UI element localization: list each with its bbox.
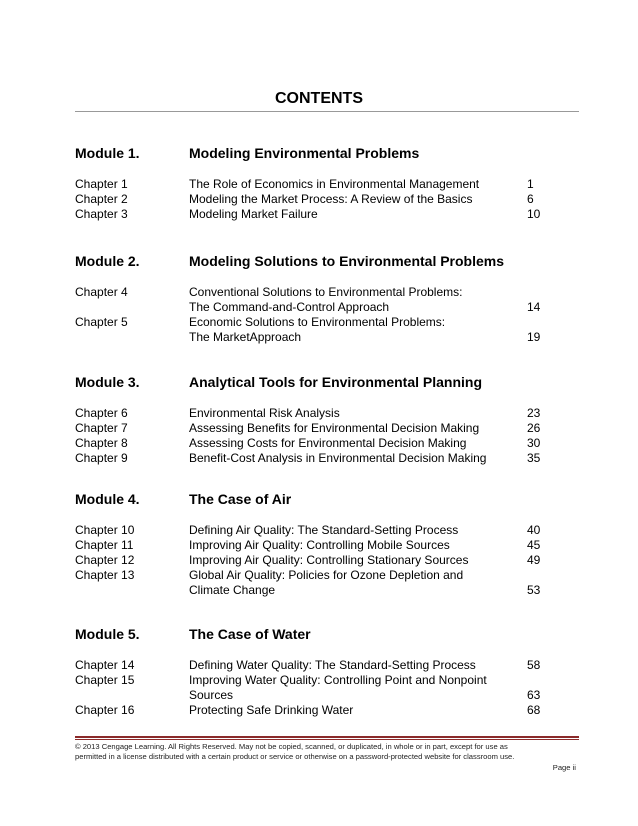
chapter-number: Chapter 8 (75, 436, 128, 450)
module-title: The Case of Air (189, 491, 292, 507)
chapter-title: Economic Solutions to Environmental Problems: (189, 315, 446, 329)
module-number: Module 2. (75, 253, 140, 269)
chapter-title: The MarketApproach (189, 330, 302, 344)
chapter-page-number: 45 (527, 538, 541, 552)
copyright-line-2: permitted in a license distributed with a certain product or service or otherwise on a password-protected website for classroom use. (75, 752, 515, 761)
chapter-page-number: 10 (527, 207, 541, 221)
chapter-page-number: 63 (527, 688, 541, 702)
chapter-page-number: 49 (527, 553, 541, 567)
chapter-number: Chapter 4 (75, 285, 128, 299)
chapter-entry (75, 436, 579, 451)
chapter-page-number: 40 (527, 523, 541, 537)
chapter-page-number: 14 (527, 300, 541, 314)
chapter-page-number: 68 (527, 703, 541, 717)
chapter-number: Chapter 11 (75, 538, 134, 552)
module-heading (75, 251, 579, 271)
chapter-number: Chapter 1 (75, 177, 128, 191)
module-heading (75, 372, 579, 392)
module-number: Module 3. (75, 374, 140, 390)
chapter-page-number: 26 (527, 421, 541, 435)
chapter-entry (75, 207, 579, 222)
chapter-page-number: 23 (527, 406, 541, 420)
chapter-title: Assessing Benefits for Environmental Decision Making (189, 421, 480, 435)
chapter-number: Chapter 3 (75, 207, 128, 221)
chapter-title: Improving Air Quality: Controlling Mobile Sources (189, 538, 450, 552)
chapter-page-number: 19 (527, 330, 541, 344)
chapter-title: Global Air Quality: Policies for Ozone Depletion and (189, 568, 464, 582)
chapter-entry (75, 421, 579, 436)
chapter-number: Chapter 16 (75, 703, 135, 717)
footer-divider-thick (75, 736, 579, 738)
copyright-notice (75, 742, 575, 762)
module-heading (75, 624, 579, 644)
chapter-title: Modeling Market Failure (189, 207, 318, 221)
chapter-title: Environmental Risk Analysis (189, 406, 340, 420)
chapter-entry (75, 703, 579, 718)
chapter-number: Chapter 5 (75, 315, 128, 329)
chapter-number: Chapter 7 (75, 421, 128, 435)
module-heading (75, 489, 579, 509)
chapter-number: Chapter 10 (75, 523, 135, 537)
chapter-title: Defining Air Quality: The Standard-Setting Process (189, 523, 459, 537)
chapter-number: Chapter 13 (75, 568, 135, 582)
chapter-page-number: 53 (527, 583, 541, 597)
chapter-number: Chapter 14 (75, 658, 135, 672)
chapter-title: Assessing Costs for Environmental Decision Making (189, 436, 467, 450)
chapter-number: Chapter 9 (75, 451, 128, 465)
chapter-entry (75, 285, 579, 315)
chapter-page-number: 1 (527, 177, 534, 191)
chapter-entry (75, 673, 579, 703)
chapter-entry (75, 538, 579, 553)
chapter-title: Protecting Safe Drinking Water (189, 703, 354, 717)
chapter-title: Benefit-Cost Analysis in Environmental Decision Making (189, 451, 487, 465)
chapter-number: Chapter 15 (75, 673, 135, 687)
chapter-entry (75, 192, 579, 207)
chapter-title: Improving Water Quality: Controlling Point and Nonpoint (189, 673, 487, 687)
chapter-page-number: 30 (527, 436, 541, 450)
module-title: Modeling Environmental Problems (189, 145, 420, 161)
page-number: Page ii (552, 763, 576, 772)
chapter-page-number: 6 (527, 192, 534, 206)
page-title: CONTENTS (275, 90, 363, 107)
chapter-number: Chapter 2 (75, 192, 128, 206)
chapter-entry (75, 568, 579, 598)
chapter-title: Defining Water Quality: The Standard-Setting Process (189, 658, 476, 672)
chapter-entry (75, 658, 579, 673)
copyright-line-1: © 2013 Cengage Learning. All Rights Reserved. May not be copied, scanned, or duplicated, in whole or in part, except for use as (75, 742, 508, 751)
module-number: Module 1. (75, 145, 140, 161)
module-title: The Case of Water (189, 626, 311, 642)
chapter-page-number: 58 (527, 658, 541, 672)
chapter-entry (75, 177, 579, 192)
module-number: Module 4. (75, 491, 140, 507)
chapter-entry (75, 523, 579, 538)
chapter-number: Chapter 12 (75, 553, 135, 567)
chapter-entry (75, 406, 579, 421)
chapter-entry (75, 553, 579, 568)
module-title: Analytical Tools for Environmental Planning (189, 374, 483, 390)
chapter-title: The Command-and-Control Approach (189, 300, 390, 314)
title-divider (75, 111, 579, 112)
chapter-title: The Role of Economics in Environmental Management (189, 177, 480, 191)
module-title: Modeling Solutions to Environmental Problems (189, 253, 505, 269)
chapter-entry (75, 315, 579, 345)
chapter-title: Modeling the Market Process: A Review of the Basics (189, 192, 473, 206)
chapter-title: Climate Change (189, 583, 276, 597)
chapter-page-number: 35 (527, 451, 541, 465)
chapter-entry (75, 451, 579, 466)
chapter-title: Conventional Solutions to Environmental Problems: (189, 285, 463, 299)
footer-divider-thin (75, 739, 579, 740)
module-heading (75, 143, 579, 163)
chapter-title: Improving Air Quality: Controlling Stationary Sources (189, 553, 469, 567)
module-number: Module 5. (75, 626, 140, 642)
chapter-number: Chapter 6 (75, 406, 128, 420)
chapter-title: Sources (189, 688, 234, 702)
